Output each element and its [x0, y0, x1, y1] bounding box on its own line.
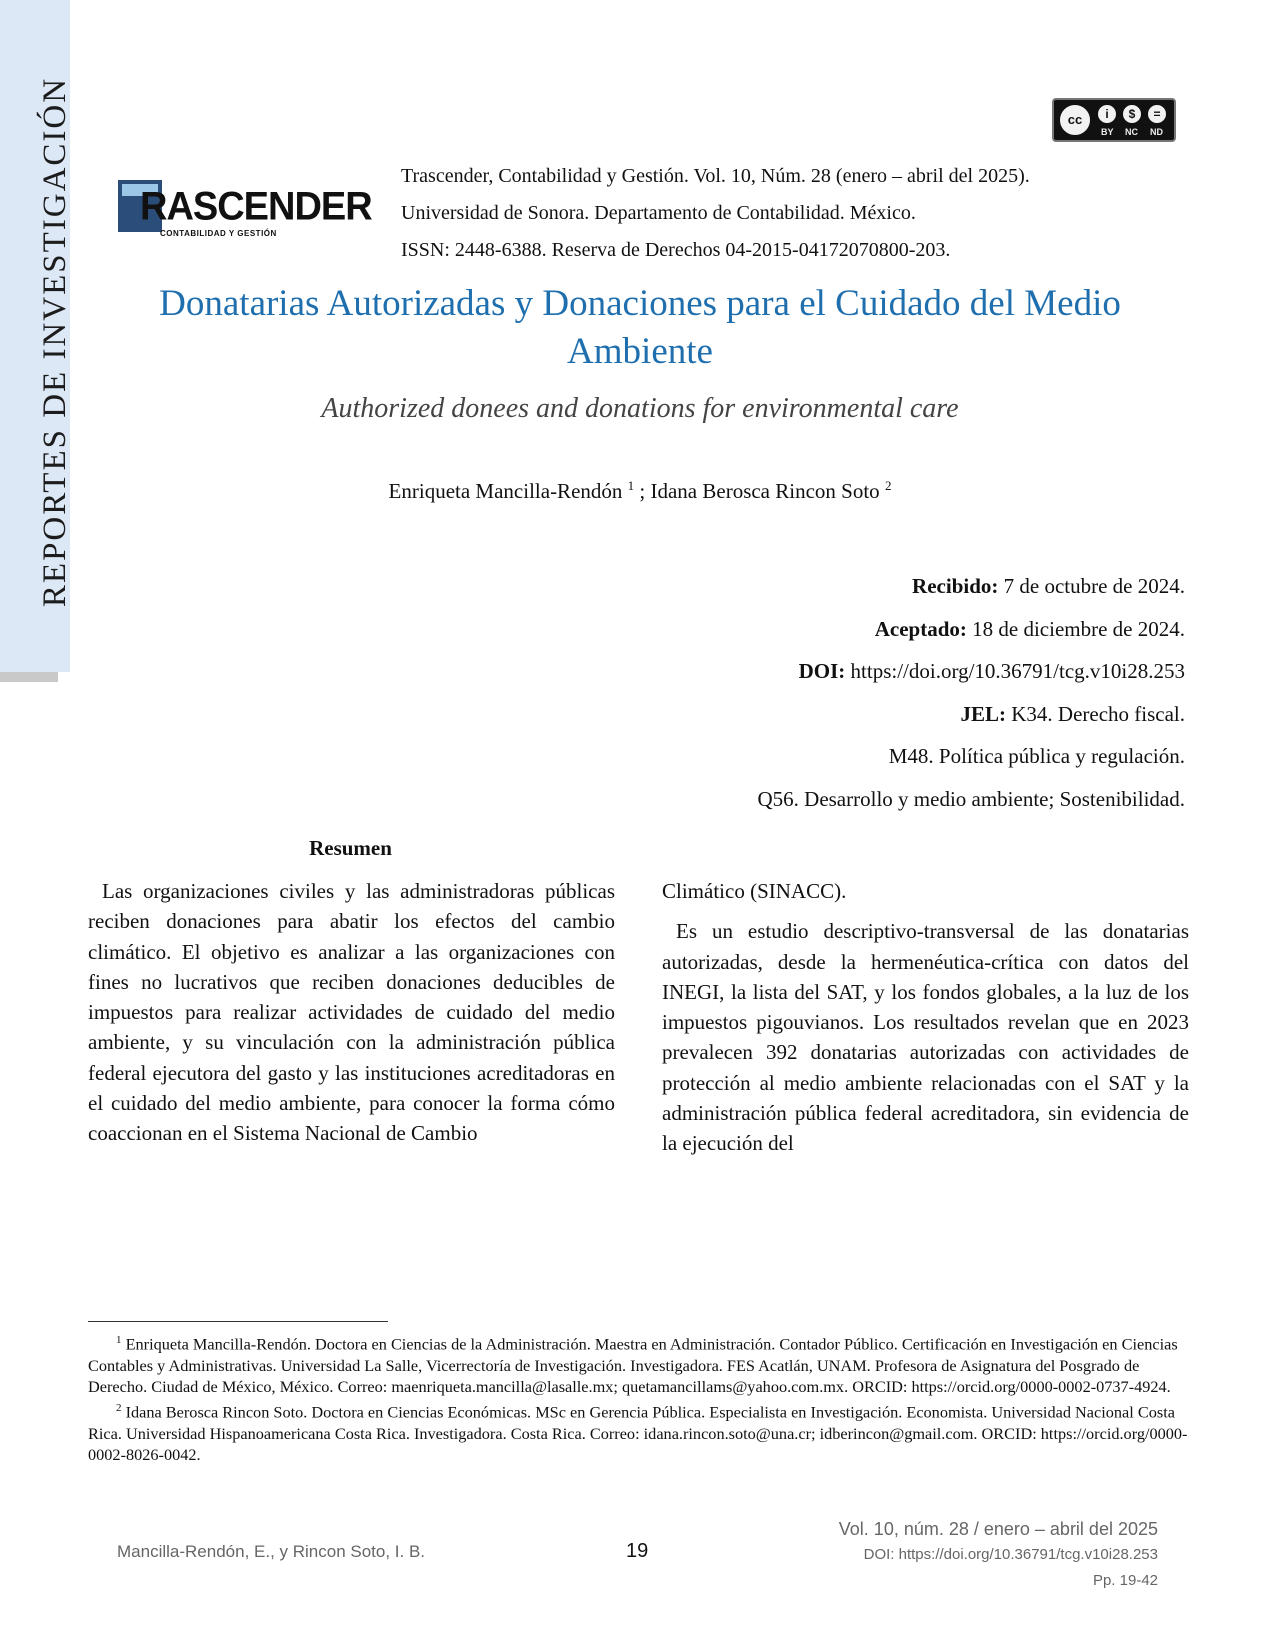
doi-link[interactable]: https://doi.org/10.36791/tcg.v10i28.253	[845, 659, 1185, 683]
jel-label: JEL:	[960, 701, 1006, 726]
title-line-1: Donatarias Autorizadas y Donaciones para el Cuidado del Medio	[159, 283, 1121, 324]
jel-code-2: M48. Política pública y regulación.	[888, 744, 1185, 768]
footnote-2	[88, 1398, 1188, 1466]
footer-doi[interactable]: DOI: https://doi.org/10.36791/tcg.v10i28.253	[863, 1546, 1158, 1563]
by-label: BY	[1101, 127, 1114, 137]
cc-license-badge[interactable]	[1052, 98, 1176, 142]
page-number: 19	[626, 1540, 649, 1562]
jel-code-1: K34. Derecho fiscal.	[1005, 701, 1185, 726]
trascender-logo	[118, 180, 372, 240]
footnotes	[88, 1330, 1188, 1466]
journal-line-1: Trascender, Contabilidad y Gestión. Vol. 10, Núm. 28 (enero – abril del 2025).	[401, 165, 1030, 187]
logo-wordmark: RASCENDER	[140, 184, 372, 230]
abstract-paragraph-1: Las organizaciones civiles y las administradoras públicas reciben donaciones para abatir los efectos del cambio climático. El objetivo es analizar a las organizaciones con fines no lucrativos que reciben donaciones deducibles de impuestos para realizar actividades de cuidado del medio ambiente, y su vinculación con la administración pública federal ejecutora del gasto y las instituciones acreditadoras en el cuidado del medio ambiente, para conocer la forma cómo coaccionan en el Sistema Nacional de Cambio	[88, 879, 615, 1146]
cc-icon: cc	[1058, 103, 1092, 137]
abstract-column-right	[662, 876, 1189, 1159]
nc-icon: $	[1121, 103, 1143, 125]
footnote-2-number: 2	[116, 1401, 122, 1414]
article-subtitle: Authorized donees and donations for environmental care	[321, 393, 959, 424]
accepted-value: 18 de diciembre de 2024.	[966, 616, 1185, 641]
accepted-date	[757, 608, 1185, 651]
logo-tagline: CONTABILIDAD Y GESTIÓN	[160, 229, 277, 238]
footnote-2-text: Idana Berosca Rincon Soto. Doctora en Ciencias Económicas. MSc en Gerencia Pública. Especialista en Investigación. Economista. Universidad Nacional Costa Rica. Universidad Hispanoamericana Costa Rica. Investigadora. Costa Rica. Correo: idana.rincon.soto@una.cr; idberincon@gmail.com. ORCID: https://orcid.org/0000-0002-8026-0042.	[88, 1402, 1188, 1465]
author-2: Idana Berosca Rincon Soto	[650, 479, 880, 503]
doi-label: DOI:	[798, 659, 846, 683]
side-band-shadow	[0, 672, 58, 682]
footnote-separator	[88, 1321, 388, 1322]
footnote-1-number: 1	[116, 1334, 122, 1346]
accepted-label: Aceptado:	[874, 616, 967, 641]
jel-code-3: Q56. Desarrollo y medio ambiente; Sostenibilidad.	[757, 786, 1185, 811]
article-metadata	[757, 565, 1185, 820]
by-icon: i	[1096, 103, 1118, 125]
journal-line-3: ISSN: 2448-6388. Reserva de Derechos 04-2015-04172070800-203.	[401, 239, 951, 261]
nd-label: ND	[1150, 127, 1163, 137]
received-label: Recibido:	[912, 574, 999, 598]
jel-entry-1	[757, 693, 1185, 736]
abstract-paragraph-2: Es un estudio descriptivo-transversal de las donatarias autorizadas, desde la hermenéutica-crítica con datos del INEGI, la lista del SAT, y los fondos globales, a la luz de los impuestos pigouvianos. Los resultados revelan que en 2023 prevalecen 392 donatarias autorizadas con actividades de protección al medio ambiente relacionadas con el SAT y la administración pública federal acreditadora, sin evidencia de la ejecución del	[662, 919, 1189, 1156]
footnote-1-text: Enriqueta Mancilla-Rendón. Doctora en Ciencias de la Administración. Maestra en Administración. Contador Público. Certificación en Investigación en Ciencias Contables y Administrativas. Universidad La Salle, Vicerrectoría de Investigación. Investigadora. FES Acatlán, UNAM. Profesora de Asignatura del Posgrado de Derecho. Ciudad de México, México. Correo: maenriqueta.mancilla@lasalle.mx; quetamancillams@yahoo.com.mx. ORCID: https://orcid.org/0000-0002-0737-4924.	[88, 1334, 1178, 1397]
author-separator: ;	[634, 479, 651, 503]
received-date	[757, 565, 1185, 608]
footer-volume: Vol. 10, núm. 28 / enero – abril del 2025	[838, 1519, 1158, 1539]
nd-icon: =	[1146, 103, 1168, 125]
nc-label: NC	[1125, 127, 1138, 137]
author-2-footnote-ref[interactable]: 2	[884, 478, 892, 493]
footer-citation: Mancilla-Rendón, E., y Rincon Soto, I. B.	[117, 1542, 426, 1561]
doi-entry	[757, 650, 1185, 693]
title-line-2: Ambiente	[567, 331, 713, 372]
abstract-heading: Resumen	[309, 836, 392, 860]
abstract-column-left	[88, 876, 615, 1149]
footer-issue-info	[839, 1515, 1158, 1595]
footer-pages: Pp. 19-42	[1092, 1572, 1158, 1589]
author-list	[120, 478, 1160, 504]
article-title	[120, 280, 1160, 376]
footnote-1	[88, 1330, 1188, 1398]
section-label: REPORTES DE INVESTIGACIÓN	[37, 76, 73, 608]
journal-line-2: Universidad de Sonora. Departamento de Contabilidad. México.	[401, 202, 916, 224]
abstract-paragraph-1-end: Climático (SINACC).	[662, 879, 847, 903]
author-1: Enriqueta Mancilla-Rendón	[388, 479, 623, 503]
author-1-footnote-ref[interactable]: 1	[627, 478, 635, 493]
journal-info	[401, 158, 1030, 269]
received-value: 7 de octubre de 2024.	[998, 574, 1185, 598]
